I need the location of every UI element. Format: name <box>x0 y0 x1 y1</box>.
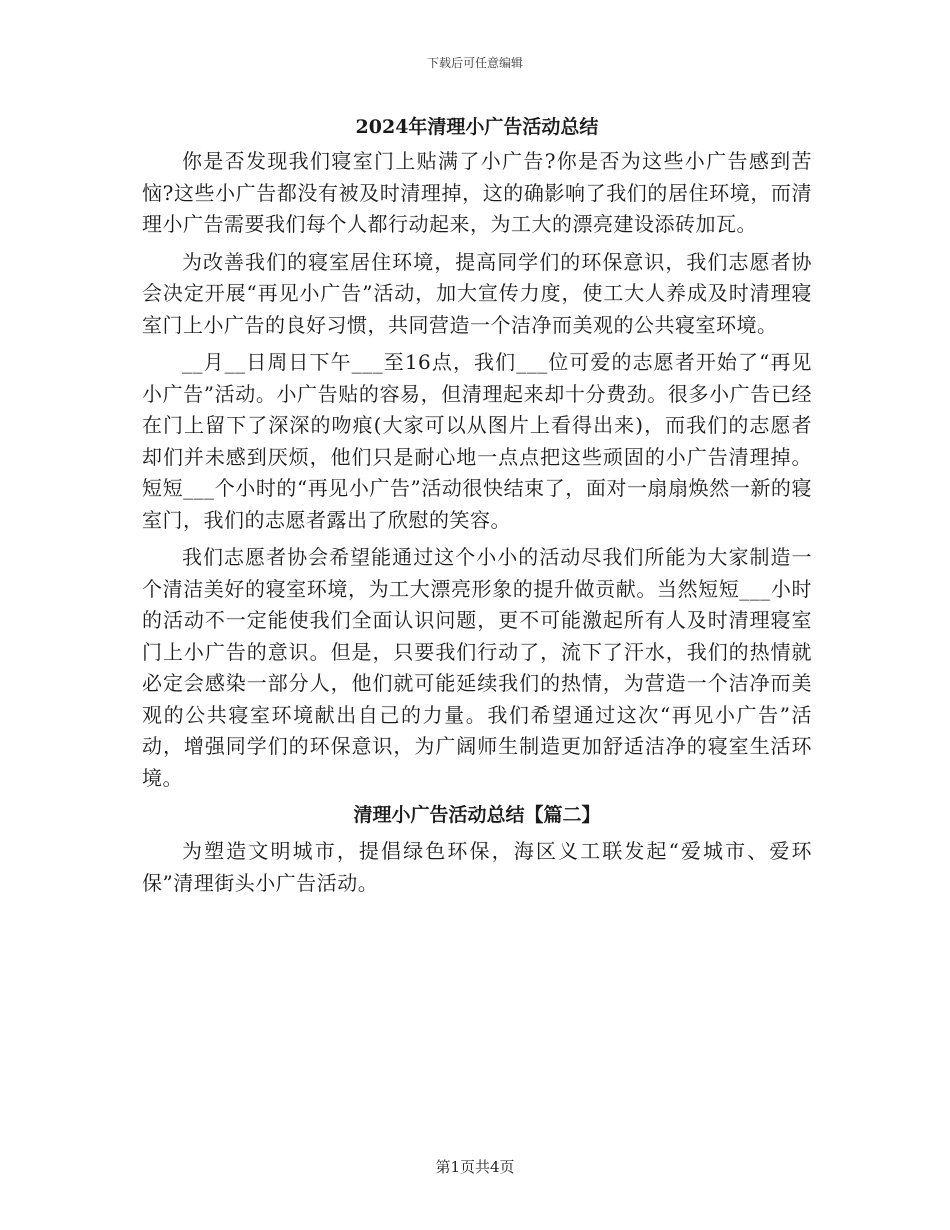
paragraph-5: 为塑造文明城市，提倡绿色环保，海区义工联发起“爱城市、爱环保”清理街头小广告活动。 <box>142 839 812 895</box>
paragraph-3: __月__日周日下午___至16点，我们___位可爱的志愿者开始了“再见小广告”活动。小广告贴的容易，但清理起来却十分费劲。很多小广告已经在门上留下了深深的吻痕(大家可以从图片上看得出来)，而我们的志愿者却们并未感到厌烦，他们只是耐心地一点点把这些顽固的小广告清理掉。短短___个小时的“再见小广告”活动很快结束了，面对一扇扇焕然一新的寝室门，我们的志愿者露出了欣慰的笑容。 <box>142 350 812 532</box>
paragraph-4: 我们志愿者协会希望能通过这个小小的活动尽我们所能为大家制造一个清洁美好的寝室环境，为工大漂亮形象的提升做贡献。当然短短___小时的活动不一定能使我们全面认识问题，更不可能激起所有人及时清理寝室门上小广告的意识。但是，只要我们行动了，流下了汗水，我们的热情就必定会感染一部分人，他们就可能延续我们的热情，为营造一个洁净而美观的公共寝室环境献出自己的力量。我们希望通过这次“再见小广告”活动，增强同学们的环保意识，为广阔师生制造更加舒适洁净的寝室生活环境。 <box>142 545 812 790</box>
section-subtitle: 清理小广告活动总结【篇二】 <box>353 804 601 826</box>
document-title: 2024年清理小广告活动总结 <box>355 116 599 138</box>
page-number: 第1页共4页 <box>435 1158 515 1176</box>
paragraph-2: 为改善我们的寝室居住环境，提高同学们的环保意识，我们志愿者协会决定开展“再见小广告”活动，加大宣传力度，使工大人养成及时清理寝室门上小广告的良好习惯，共同营造一个洁净而美观的公共寝室环境。 <box>142 249 812 337</box>
paragraph-1: 你是否发现我们寝室门上贴满了小广告?你是否为这些小广告感到苦恼?这些小广告都没有被及时清理掉，这的确影响了我们的居住环境，而清理小广告需要我们每个人都行动起来，为工大的漂亮建设添砖加瓦。 <box>142 149 812 236</box>
header-note: 下载后可任意编辑 <box>426 56 523 70</box>
document-body <box>142 112 812 905</box>
